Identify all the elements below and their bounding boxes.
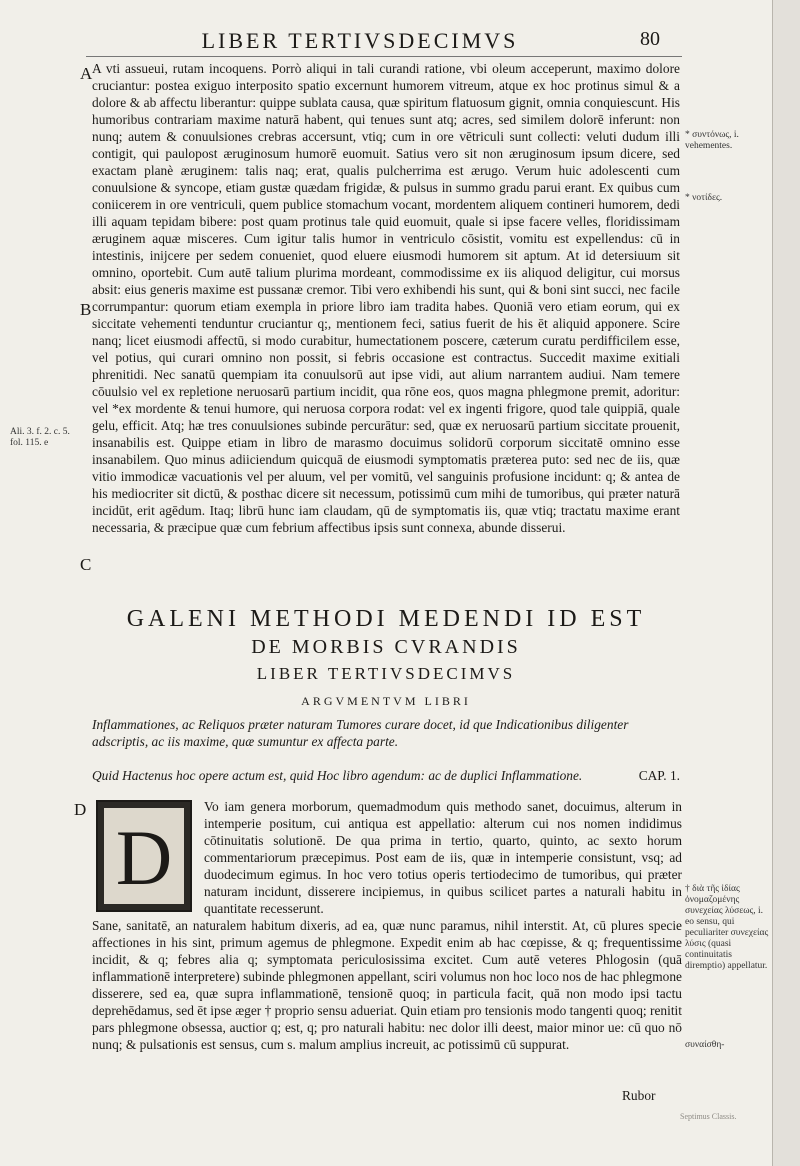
margin-note-greek-2: * νοτίδες.	[685, 193, 723, 203]
catchword: Rubor	[622, 1088, 656, 1103]
margin-note-ref	[10, 427, 74, 449]
chapter-continuation: Sane, sanitatē, an naturalem habitum dixeris, ad ea, quæ nunc paramus, nihil interstit. At, cū plures specie affectiones in his sint, primum agemus de phlegmone. Expedit enim ab hac cœpisse, & q; frequentissime incidit, & q; febres alia q; symptomata periculosissima excitet. Cum autē veteres Phlogosin (quā inflammationē interpretere) subinde phlegmonen appellant, sciri volumus non hoc loco nos de hac phlegmone disserere, sed ea, quæ supra inflammationē, tensionē quoq; in particula facit, quā non modo ipsi tactu deprehēdamus, sed ēt ipse æger † proprio sensu adueriat. Quin etiam pro tensionis modo tangenti quoq; renitit pars phlegmone obsessa, auctior q; est, q; pro naturali habitu: nec dolor illi deest, maior minor ue: cū quo nō nunq; & pulsationis est sensus, cum s. malum amplius increuit, ac potissimū cū suppurat.	[92, 918, 682, 1052]
margin-letter-d: D	[74, 800, 87, 819]
facing-page-edge	[772, 0, 800, 1166]
margin-note-greek-4: συναίσθη-	[685, 1040, 725, 1050]
header-rule	[86, 56, 682, 57]
chapter-text: Vo iam genera morborum, quemadmodum quis methodo sanet, docuimus, alterum in intemperie positum, cui antiqua est appellatio: alterum cui nos nomen indidimus cōtinuitatis solutionē. De qua prima in tertio, quarto, quinto, ac sexto horum commentariorum præcepimus. Post eam de iis, quæ in intemperie consistunt, vsq; ad duodecimum egimus. In hoc vero totius operis tertiodecimo de tumoribus, qui præter naturam incidunt, disserere incipiemus, in quibus scilicet partes a naturali habitu in quantitate recesserunt.	[204, 799, 682, 916]
paragraph: A vti assueui, rutam incoquens. Porrò aliqui in tali curandi ratione, vbi oleum acceperunt, maximo dolore cruciantur: postea exiguo interposito spatio excernunt humorem vitreum, atque ex hoc protinus simul & a dolore & ab affectu liberantur: quippe sublata causa, quæ spiritum flatuosum gignit, omnia conquiescunt. His humoribus contrariam maxime naturā habent, qui tenues sunt atq; acres, sed similem dolorē inferunt: non nunq; autem & conuulsiones crebras accersunt, vtiq; cum in ore vētriculi sunt collecti: veluti dudum illi contigit, qui paulopost æruginosum humorē euomuit. Satius vero sit non æruginosum ipsum dicere, sed exactam planè æruginem: talis naq; erat, qualis pulcherrima est ærugo. Verum huic adolescenti cum conuulsione & syncope, etiam gustæ quædam frigidæ, & pulsus in summo gradu parui erant. Ex quibus cum coniicerem in ore ventriculi, quem publice stomachum vocant, mordentem aliquem contineri humorem, dedi illi aquam tepidam bibere: post quam protinus tale quid euomuit, quale si ipse facere velles, floridissimam æruginem aquæ misceres. Cum igitur talis humor in ventriculo cōsistit, vomitu est expellendus: cū in intestinis, inijcere per sedem conueniet, quod eluere eiusmodi humorem sit aptum. At id detersiuum sit omnino, oportebit. Cum autē talium plurima mordeant, commodissime ex iis aliquod deligitur, cui morsus absit: eius generis maxime est pussanæ cremor. Tibi vero exhibendi his sunt, qui & boni sint succi, nec facile corrumpantur: quorum etiam exempla in priore libro iam tradita habes. Quoniā vero etiam eorum, qui ex siccitate vehementi tenduntur cruciantur q;, mentionem feci, satius fuerit de his ēt aliquid apponere. Scire nanq; licet eiusmodi affectū, si modo curabitur, humectationem poscere, cæterum curatu perdifficilem esse, vel potius, qui curari omnino non possit, si febris occasione est contractus. Succedit maxime exitiali phrenitidi. Nec sanatū quempiam ita conuulsorū aut ipse vidi, aut alium narrantem audiui. Nam temere cōuulsio vel ex repletione neruosarū partium incidit, qua rōne eos, quos magna phlegmone premit, adoritur: vel *ex mordente & tenui humore, qui neruosa corpora rodat: vel ex ingenti frigore, quod tale quippiā, quale gelu, efficit. Atq; hæ tres conuulsiones subinde percurātur: sed, quæ ex neruosarū partium siccitate prouenit, insanabilis est. Quippe etiam in libro de marasmo docuimus solidorū corporum siccitatē omnino esse insanabilem. Quo minus adiiciendum quicquā de eiusmodi symptomatis præterea puto: sed nec de iis, quæ vitio immodicæ vacuationis vel per aluum, vel per vomitū, vel sanguinis profusione incidunt: q; & antea de his mediocriter sit dictū, & posthac dicere sit necessum, potissimū cum mihi de tumoribus, qui præter naturā incidūt, erit agēdum. Itaq; librū hunc iam claudam, qū de symptomatis iis, quæ vtiq; tractatu maxime erant necessaria, & præcipue quæ cum febrium affectibus ipsis sunt connexa, abunde disserui.	[92, 61, 680, 535]
book-number: LIBER TERTIVSDECIMVS	[256, 664, 516, 683]
margin-letter-b: B	[80, 300, 92, 319]
folio-number: 80	[640, 28, 660, 50]
margin-letter-a: A	[80, 64, 93, 83]
margin-note-greek-1: * συντόνως, i. vehementes.	[685, 130, 739, 151]
initial-letter: D	[115, 814, 173, 901]
margin-note-ref-line2: fol. 115. e	[10, 438, 49, 448]
running-header: LIBER TERTIVSDECIMVS	[201, 28, 519, 53]
book-title: GALENI METHODI MEDENDI ID EST	[126, 606, 646, 632]
book-subtitle: DE MORBIS CVRANDIS	[251, 636, 521, 658]
initial-ornament	[104, 808, 184, 904]
chapter-heading	[92, 768, 680, 784]
chapter-number: CAP. 1.	[638, 768, 680, 783]
main-text	[92, 60, 680, 536]
margin-letter-c: C	[80, 555, 92, 574]
argument-text: Inflammationes, ac Reliquos præter naturam Tumores curare docet, id que Indicationibus diligenter adscriptis, ac iis maxime, quæ sumuntur ex affecta parte.	[92, 717, 629, 749]
bleed-through-text: Septimus Classis.	[680, 1112, 737, 1121]
decorated-initial	[96, 800, 192, 912]
chapter-title: Quid Hactenus hoc opere actum est, quid Hoc libro agendum: ac de duplici Inflammatione.	[92, 768, 583, 783]
margin-note-greek-3: † διὰ τῆς ἰδίας ὀνομαζομένης συνεχείας λύσεως, i. eo sensu, qui peculiariter συνεχείας λύσις (quasi continuitatis diremptio) appellatur.	[685, 884, 769, 971]
margin-note-ref-line1: Ali. 3. f. 2. c. 5.	[10, 427, 70, 437]
argument-heading: ARGVMENTVM LIBRI	[301, 694, 471, 708]
